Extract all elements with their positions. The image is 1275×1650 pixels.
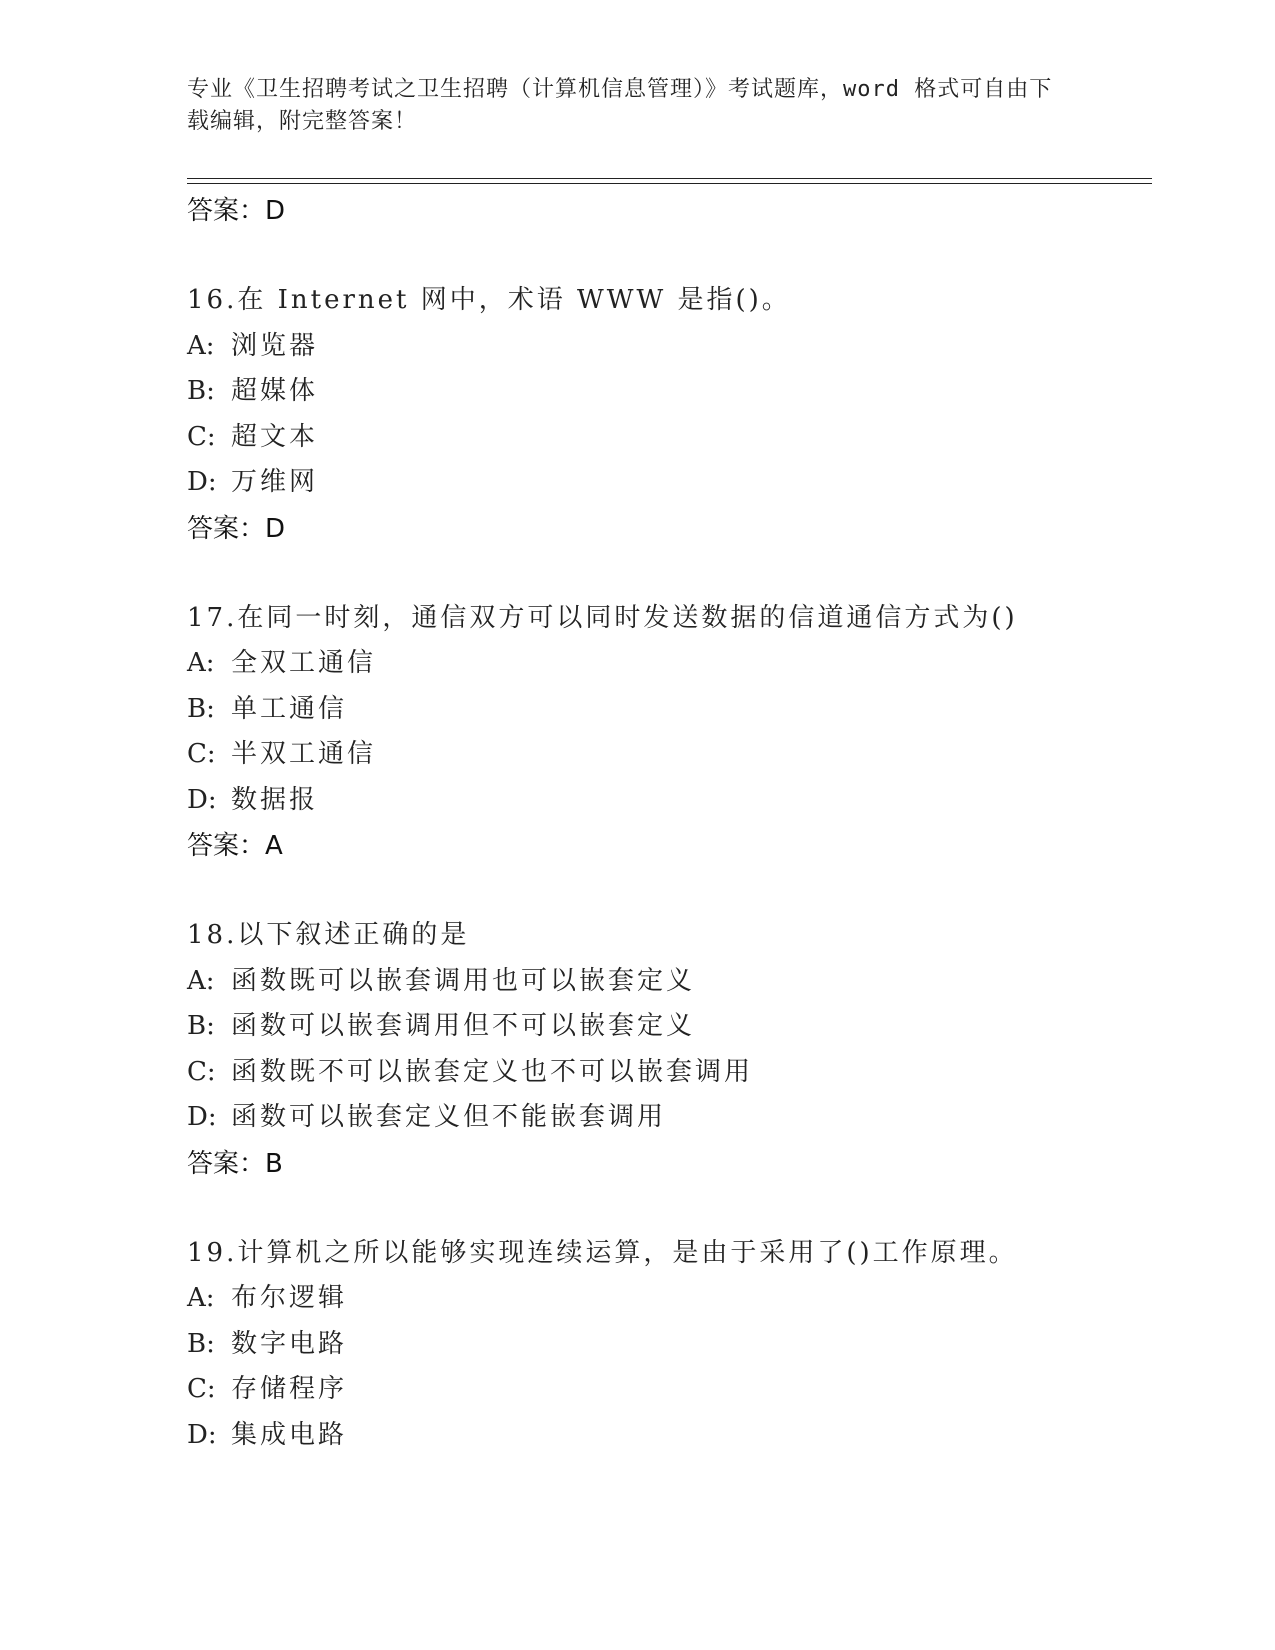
option-a [187,1276,1167,1322]
option-letter: B: [187,693,215,724]
option-text: 函数可以嵌套定义但不能嵌套调用 [231,1102,667,1132]
option-text: 数字电路 [231,1328,348,1359]
option-letter: A: [187,330,215,361]
question-stem: 18.以下叙述正确的是 [187,920,470,950]
option-text: 数据报 [231,784,319,815]
option-b [187,687,1167,733]
option-text: 万维网 [231,467,319,497]
spacer [187,869,1167,913]
option-letter: D: [187,784,217,815]
option-letter: A: [187,965,215,996]
question-list [187,188,1167,1458]
option-letter: B: [187,1328,215,1359]
option-text: 半双工通信 [231,739,377,769]
question-stem: 16.在 Internet 网中，术语 WWW 是指()。 [187,285,791,315]
option-d [187,778,1167,824]
question-stem: 19.计算机之所以能够实现连续运算，是由于采用了()工作原理。 [187,1237,1018,1268]
option-letter: D: [187,1419,217,1450]
option-letter: C: [187,1374,216,1404]
option-b [187,1004,1167,1050]
option-text: 集成电路 [231,1419,348,1450]
option-letter: B: [187,1011,215,1041]
option-letter: A: [187,1283,215,1313]
option-text: 存储程序 [231,1374,348,1404]
option-c [187,415,1167,461]
question-stem: 17.在同一时刻，通信双方可以同时发送数据的信道通信方式为() [187,602,1018,633]
spacer [187,552,1167,596]
document-header: 专业《卫生招聘考试之卫生招聘（计算机信息管理）》考试题库，word 格式可自由下载编辑，附完整答案！ [187,77,1053,134]
option-text: 单工通信 [231,693,348,724]
option-b [187,1322,1167,1368]
option-letter: C: [187,1056,216,1087]
option-b [187,369,1167,415]
option-letter: A: [187,648,215,678]
option-text: 布尔逻辑 [231,1283,348,1313]
option-d [187,1095,1167,1141]
header-divider-top [187,178,1152,179]
option-text: 函数可以嵌套调用但不可以嵌套定义 [231,1011,696,1041]
header-divider-bottom [187,183,1152,184]
answer-line: 答案：D [187,196,286,226]
spacer [187,234,1167,278]
answer-line: 答案：A [187,831,283,861]
option-text: 超媒体 [231,376,319,406]
option-text: 浏览器 [231,330,319,361]
option-letter: C: [187,739,216,769]
option-text: 超文本 [231,421,319,452]
option-c [187,1367,1167,1413]
option-letter: C: [187,421,216,452]
option-letter: D: [187,467,217,497]
option-a [187,641,1167,687]
option-d [187,460,1167,506]
answer-line: 答案：D [187,513,286,544]
option-letter: B: [187,376,215,406]
answer-line: 答案：B [187,1148,283,1179]
option-a [187,324,1167,370]
option-text: 全双工通信 [231,648,377,678]
option-c [187,1050,1167,1096]
option-a [187,959,1167,1005]
option-c [187,732,1167,778]
spacer [187,1187,1167,1231]
option-text: 函数既可以嵌套调用也可以嵌套定义 [231,965,696,996]
option-d [187,1413,1167,1459]
option-text: 函数既不可以嵌套定义也不可以嵌套调用 [231,1056,754,1087]
option-letter: D: [187,1102,217,1132]
